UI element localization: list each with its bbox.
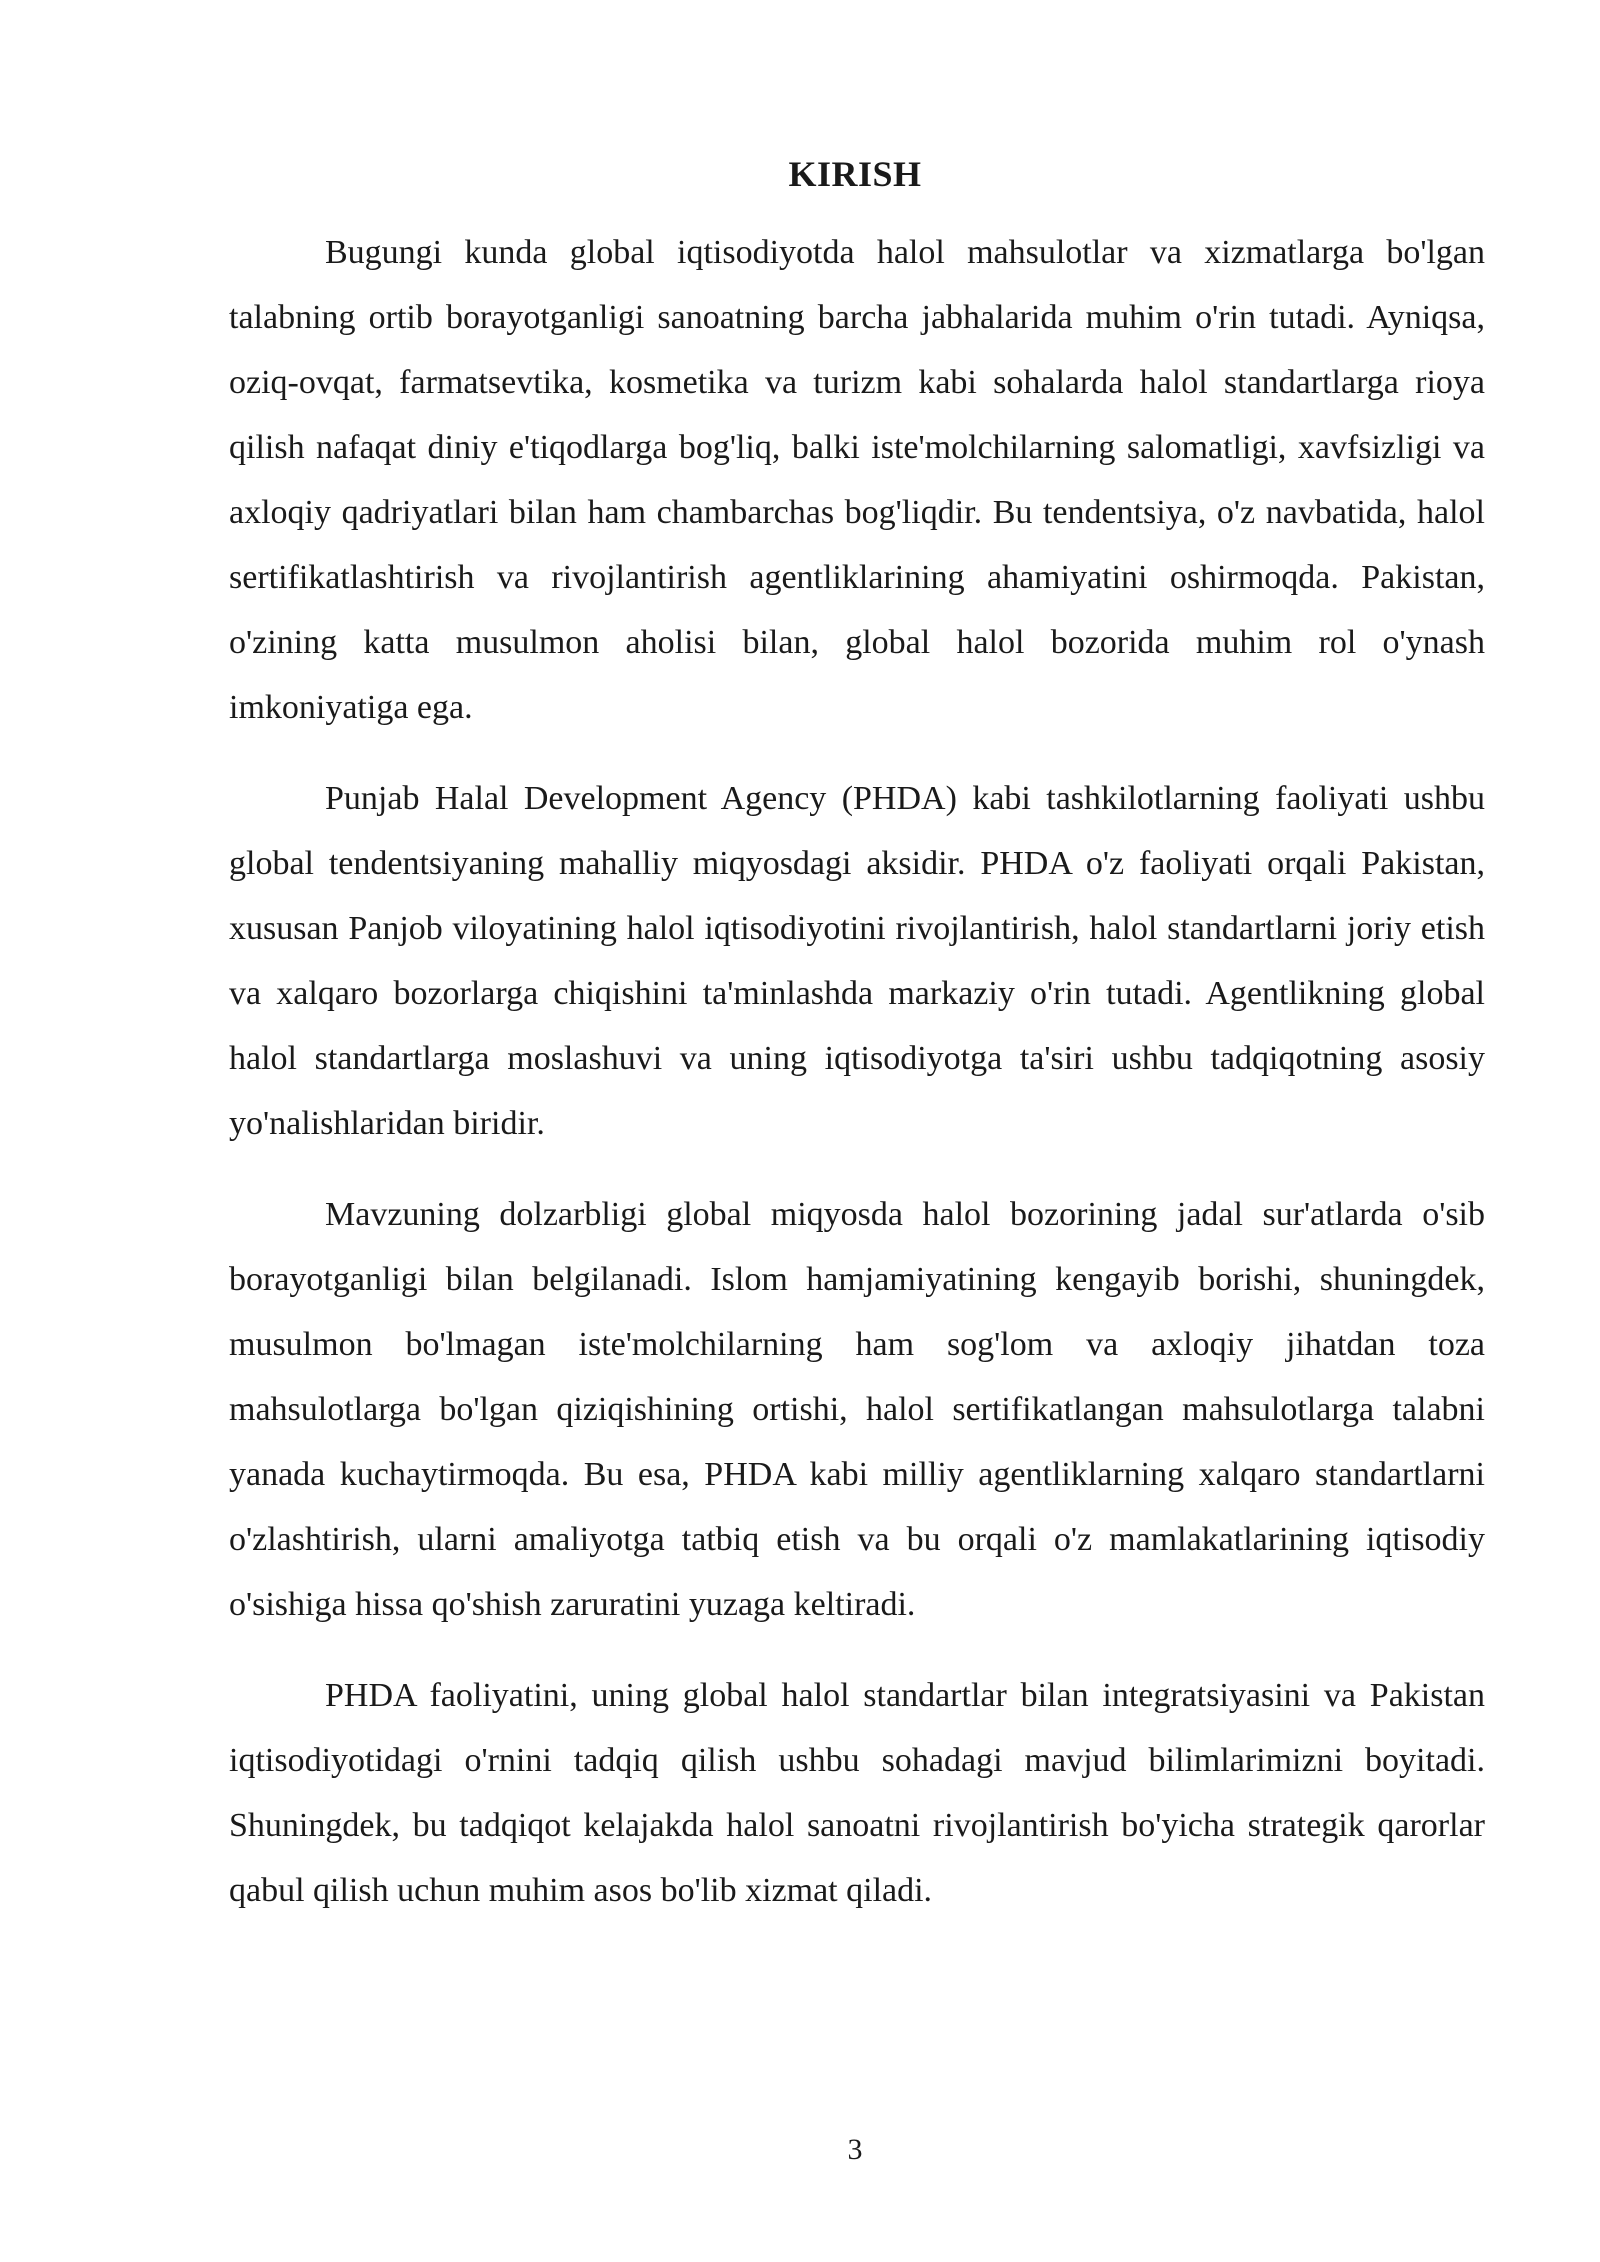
paragraph-1: Bugungi kunda global iqtisodiyotda halol mahsulotlar va xizmatlarga bo'lgan talabning ortib borayotganligi sanoatning barcha jabhalarida muhim o'rin tutadi. Ayniqsa, oziq-ovqat, farmatsevtika, kosmetika va turizm kabi sohalarda halol standartlarga rioya qilish nafaqat diniy e'tiqodlarga bog'liq, balki iste'molchilarning salomatligi, xavfsizligi va axloqiy qadriyatlari bilan ham chambarchas bog'liqdir. Bu tendentsiya, o'z navbatida, halol sertifikatlashtirish va rivojlantirish agentliklarining ahamiyatini oshirmoqda. Pakistan, o'zining katta musulmon aholisi bilan, global halol bozorida muhim rol o'ynash imkoniyatiga ega. [229,234,1485,726]
paragraph-2: Punjab Halal Development Agency (PHDA) kabi tashkilotlarning faoliyati ushbu global tendentsiyaning mahalliy miqyosdagi aksidir. PHDA o'z faoliyati orqali Pakistan, xususan Panjob viloyatining halol iqtisodiyotini rivojlantirish, halol standartlarni joriy etish va xalqaro bozorlarga chiqishini ta'minlashda markaziy o'rin tutadi. Agentlikning global halol standartlarga moslashuvi va uning iqtisodiyotga ta'siri ushbu tadqiqotning asosiy yo'nalishlaridan biridir. [229,780,1485,1142]
paragraph-3: Mavzuning dolzarbligi global miqyosda halol bozorining jadal sur'atlarda o'sib borayotganligi bilan belgilanadi. Islom hamjamiyatining kengayib borishi, shuningdek, musulmon bo'lmagan iste'molchilarning ham sog'lom va axloqiy jihatdan toza mahsulotlarga bo'lgan qiziqishining ortishi, halol sertifikatlangan mahsulotlarga talabni yanada kuchaytirmoqda. Bu esa, PHDA kabi milliy agentliklarning xalqaro standartlarni o'zlashtirish, ularni amaliyotga tatbiq etish va bu orqali o'z mamlakatlarining iqtisodiy o'sishiga hissa qo'shish zaruratini yuzaga keltiradi. [229,1196,1485,1623]
body-text [229,220,1485,1949]
page-number: 3 [847,2133,863,2166]
paragraph-4: PHDA faoliyatini, uning global halol standartlar bilan integratsiyasini va Pakistan iqtisodiyotidagi o'rnini tadqiq qilish ushbu sohadagi mavjud bilimlarimizni boyitadi. Shuningdek, bu tadqiqot kelajakda halol sanoatni rivojlantirish bo'yicha strategik qarorlar qabul qilish uchun muhim asos bo'lib xizmat qiladi. [229,1677,1485,1909]
section-title: KIRISH [788,154,922,194]
